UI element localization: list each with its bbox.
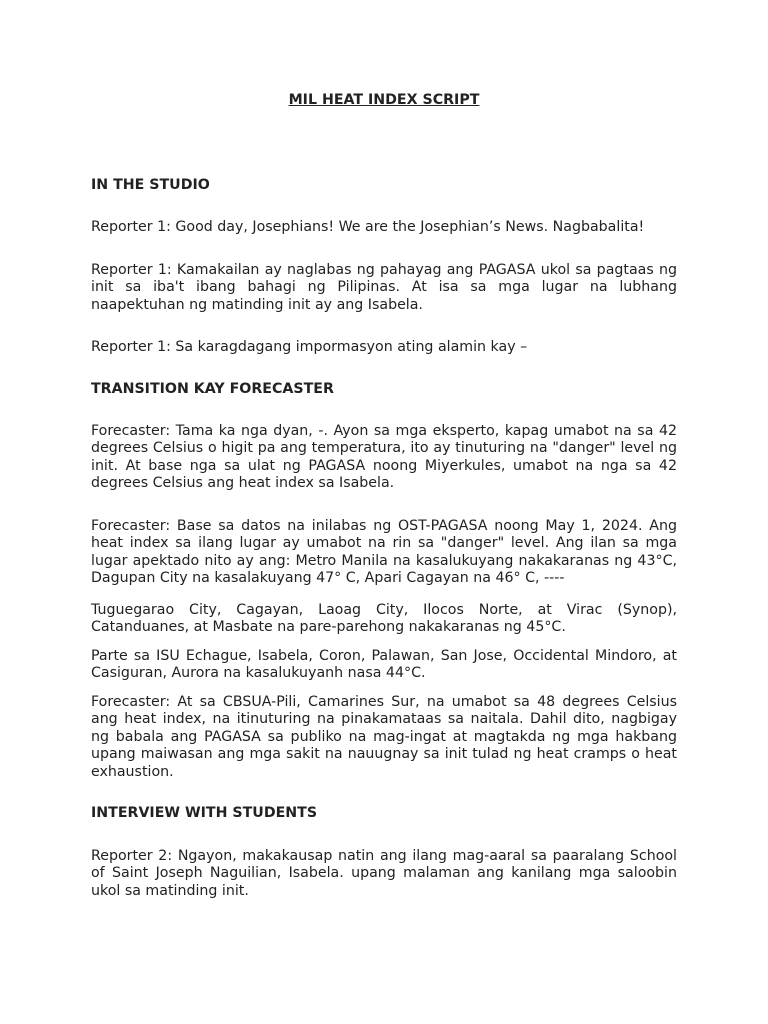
paragraph-cities-45c: Tuguegarao City, Cagayan, Laoag City, Ilocos Norte, at Virac (Synop), Catanduanes, at Masbate na pare-parehong nakakaranas ng 45°C. — [91, 602, 677, 636]
document-title: MIL HEAT INDEX SCRIPT — [288, 92, 480, 108]
paragraph-forecaster-danger-level: Forecaster: Tama ka nga dyan, -. Ayon sa mga eksperto, kapag umabot na sa 42 degrees Celsius o higit pa ang temperatura, ito ay tinuturing na "danger" level ng init. At base nga sa ulat ng PAGASA noong Miyerkules, umabot na nga sa 42 degrees Celsius ang heat index sa Isabela. — [91, 423, 677, 492]
section-heading-transition: TRANSITION KAY FORECASTER — [91, 381, 334, 397]
paragraph-cities-44c: Parte sa ISU Echague, Isabela, Coron, Palawan, San Jose, Occidental Mindoro, at Casiguran, Aurora na kasalukuyanh nasa 44°C. — [91, 648, 677, 682]
paragraph-forecaster-cbsua: Forecaster: At sa CBSUA-Pili, Camarines Sur, na umabot sa 48 degrees Celsius ang heat index, na itinuturing na pinakamataas sa naitala. Dahil dito, nagbigay ng babala ang PAGASA sa publiko na mag-ingat at magtakda ng mga hakbang upang maiwasan ang mga sakit na nauugnay sa init tulad ng heat cramps o heat exhaustion. — [91, 694, 677, 780]
paragraph-reporter1-intro: Reporter 1: Sa karagdagang impormasyon ating alamin kay – — [91, 339, 528, 355]
paragraph-reporter1-pagasa: Reporter 1: Kamakailan ay naglabas ng pahayag ang PAGASA ukol sa pagtaas ng init sa iba't ibang bahagi ng Pilipinas. At isa sa mga lugar na lubhang naapektuhan ng matinding init ay ang Isabela. — [91, 262, 677, 313]
paragraph-reporter2-students: Reporter 2: Ngayon, makakausap natin ang ilang mag-aaral sa paaralang School of Saint Joseph Naguilian, Isabela. upang malaman ang kanilang mga saloobin ukol sa matinding init. — [91, 848, 677, 899]
section-heading-in-the-studio: IN THE STUDIO — [91, 177, 210, 193]
paragraph-reporter1-greeting: Reporter 1: Good day, Josephians! We are the Josephian’s News. Nagbabalita! — [91, 219, 645, 235]
paragraph-forecaster-ost-pagasa: Forecaster: Base sa datos na inilabas ng OST-PAGASA noong May 1, 2024. Ang heat index sa ilang lugar ay umabot na rin sa "danger" level. Ang ilan sa mga lugar apektado nito ay ang: Metro Manila na kasalukuyang nakakaranas ng 43°C, Dagupan City na kasalakuyang 47° C, Apari Cagayan na 46° C, ---- — [91, 518, 677, 587]
section-heading-interview: INTERVIEW WITH STUDENTS — [91, 805, 318, 821]
